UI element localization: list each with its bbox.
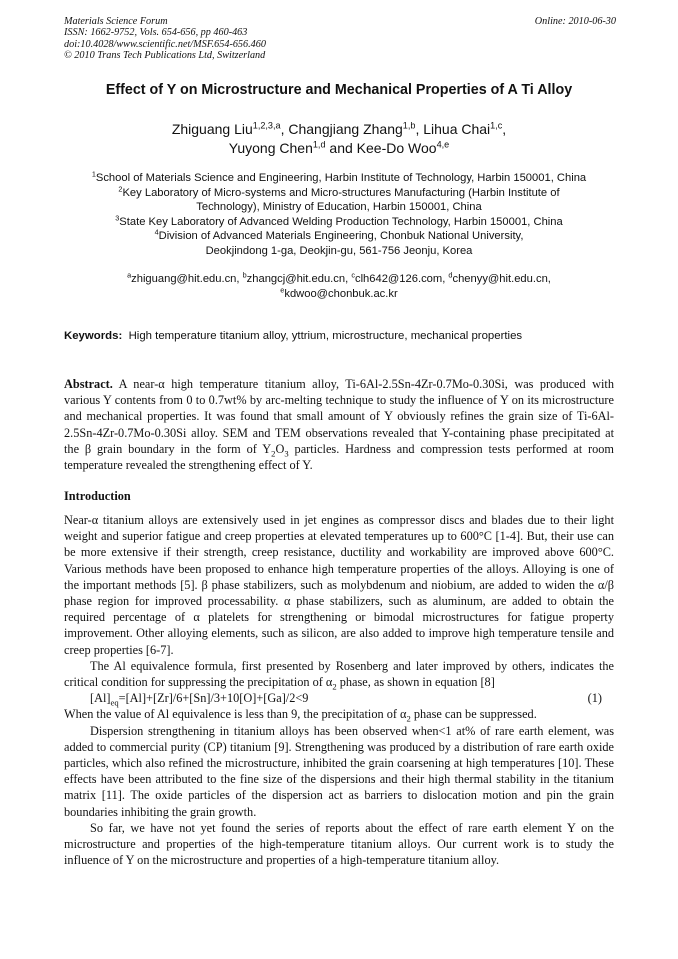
online-date: Online: 2010-06-30	[534, 16, 616, 27]
abstract-sub: 3	[284, 448, 289, 459]
email-list	[40, 272, 638, 301]
author-sep: and	[325, 140, 357, 156]
abstract-sub: 2	[271, 448, 276, 459]
journal-name: Materials Science Forum	[64, 16, 168, 27]
intro-line: phase, as shown in equation [8]	[336, 675, 495, 690]
abstract-label: Abstract.	[64, 377, 113, 391]
intro-line: influence of Y on the microstructure and properties of a high-temperature titanium alloy.	[64, 853, 500, 868]
author-sup: 1,c	[490, 120, 503, 131]
author-name: Zhiguang Liu	[171, 121, 253, 137]
abstract-line: grain size of Ti-6Al-2.5Sn-4Zr-0.7Mo-0.30Si alloy. SEM and TEM observations revealed that	[64, 409, 615, 440]
intro-line: thermal stability in the titanium matrix [11]. The oxide particles of the dispersion act as barriers to	[64, 772, 614, 803]
abstract-line: particles. Hardness and	[288, 441, 415, 456]
author-sep: ,	[502, 121, 507, 137]
intro-line: bimodal microstructures for fatigue property improvement. Other alloying elements, such as silicon,	[64, 610, 614, 641]
intro-line: was added to commercial purity (CP) titanium [9]. Strengthening was produced by a distribution of	[64, 723, 615, 754]
email-line-1	[40, 272, 638, 287]
intro-line: such as aluminum, are added to obtain the required percentage of α platelets for strengthening or	[64, 594, 614, 625]
affiliation	[40, 183, 638, 201]
affiliation-sup: 4	[154, 227, 159, 237]
intro-line: improved above 600°C. Various methods have been proposed to enhance high temperature properties	[64, 545, 615, 576]
doi-line: doi:10.4028/www.scientific.net/MSF.654-656.460	[64, 38, 266, 50]
email-sup: b	[242, 270, 247, 280]
author-name: Lihua Chai	[423, 121, 491, 137]
intro-line: So far, we have not yet found the series of reports about the effect of rare earth element Y on the	[90, 820, 614, 835]
copyright-line: © 2010 Trans Tech Publications Ltd, Switzerland	[64, 50, 266, 62]
affiliation-sup: 2	[118, 183, 123, 193]
author-name: Changjiang Zhang	[288, 121, 403, 137]
intro-line: The Al equivalence formula, first presented by Rosenberg and later improved by others,	[90, 658, 546, 673]
intro-paragraph-4	[64, 723, 614, 820]
intro-line: phase can be suppressed.	[410, 707, 537, 722]
section-heading-introduction: Introduction	[64, 489, 131, 503]
abstract-line: A near-α high temperature titanium alloy, Ti-6Al-2.5Sn-4Zr-0.7Mo-0.30Si, was produced	[118, 377, 586, 391]
affiliation-cont: Technology), Ministry of Education, Harbin 150001, China	[196, 201, 482, 214]
affiliation-text: Division of Advanced Materials Engineering, Chonbuk National University,	[158, 230, 524, 243]
paper-title: Effect of Y on Microstructure and Mechanical Properties of A Ti Alloy	[105, 82, 573, 98]
intro-paragraph-5	[64, 820, 614, 869]
author-line-2	[40, 139, 638, 158]
author-sup: 1,b	[402, 120, 416, 131]
intro-line: dislocation motion and pin the grain boundaries inhibiting the grain growth.	[64, 788, 614, 819]
intro-line: Dispersion strengthening in titanium alloys has been observed when<1 at% of rare earth element,	[90, 723, 591, 738]
affiliation-text: Key Laboratory of Micro-systems and Micro-structures Manufacturing (Harbin Institute of	[122, 186, 560, 199]
introduction-body	[64, 512, 614, 868]
keywords	[64, 330, 624, 342]
equation-number: (1)	[587, 691, 602, 706]
intro-line: and niobium, are added to widen the α/β phase region for improved processability. α phase stabilizers,	[64, 577, 614, 609]
intro-line: microstructure and properties of the high-temperature titanium alloys. Our current work is to study the	[64, 837, 614, 852]
issn-line: ISSN: 1662-9752, Vols. 654-656, pp 460-463	[64, 27, 248, 39]
intro-line: temperatures [10]. These effects have been attributed to the fine size of the dispersions and their high	[64, 756, 614, 787]
equation-text: [Al]	[90, 691, 111, 706]
abstract-line: compression tests performed at room temperature revealed the strengthening effect of Y.	[64, 441, 615, 473]
email-sup: c	[351, 270, 355, 280]
email-address: chenyy@hit.edu.cn,	[452, 273, 551, 285]
abstract-line: O	[275, 441, 285, 456]
author-sep: ,	[280, 121, 289, 137]
intro-line: are also added to improve high temperature tensile and creep properties [6-7].	[64, 626, 614, 657]
email-sup: e	[280, 284, 285, 294]
author-sep: ,	[415, 121, 424, 137]
author-name: Yuyong Chen	[228, 140, 313, 156]
intro-line: indicates the critical condition for suppressing the precipitation of α	[64, 658, 614, 690]
author-sup: 4,e	[436, 139, 450, 150]
affiliations	[40, 171, 638, 259]
keywords-label: Keywords:	[64, 330, 123, 342]
affiliation	[40, 215, 638, 230]
abstract-line: microstructure and mechanical properties. It was found that small amount of Y obviously refines the	[64, 393, 614, 424]
affiliation	[40, 229, 638, 244]
intro-line: rare earth oxide particles, which also refined the microstructure, inhibited the grain coarsening at high	[64, 739, 614, 771]
author-sup: 1,d	[312, 139, 326, 150]
abstract-line: Y-containing phase precipitated at the β grain boundary in the form of Y	[64, 425, 614, 456]
equation-sub: eq	[110, 697, 119, 708]
author-sup: 1,2,3,a	[252, 120, 281, 131]
intro-sub: 2	[332, 681, 337, 692]
intro-sub: 2	[406, 713, 411, 724]
email-address: zhiguang@hit.edu.cn,	[131, 273, 243, 285]
affiliation-text: State Key Laboratory of Advanced Welding Production Technology, Harbin 150001, China	[119, 215, 563, 228]
intro-paragraph-3	[64, 706, 614, 722]
intro-line: Near-α titanium alloys are extensively used in jet engines as compressor discs and blades due to their	[64, 513, 587, 527]
intro-line: of the alloys. Alloying is one of the important methods [5]. β phase stabilizers, such as molybdenum	[64, 561, 614, 592]
abstract	[64, 376, 614, 473]
intro-line: light weight and superior fatigue and creep properties at elevated temperatures up to 600°C [1-4]. But,	[64, 513, 614, 544]
affiliation-text: School of Materials Science and Engineering, Harbin Institute of Technology, Harbin 150001, China	[95, 172, 587, 184]
equation-text: =[Al]+[Zr]/6+[Sn]/3+10[O]+[Ga]/2<9	[118, 691, 309, 706]
email-address: zhangcj@hit.edu.cn,	[246, 273, 352, 285]
affiliation-sup: 3	[115, 213, 120, 223]
affiliation-sup: 1	[91, 169, 96, 179]
email-sup: a	[127, 270, 132, 280]
email-line-2	[40, 284, 638, 302]
email-address: clh642@126.com,	[354, 273, 449, 285]
intro-paragraph-2	[64, 658, 614, 690]
affiliation	[40, 171, 638, 186]
journal-header	[64, 16, 616, 62]
author-list	[40, 120, 638, 158]
intro-line: When the value of Al equivalence is less than 9, the precipitation of α	[64, 707, 407, 722]
equation-1	[64, 690, 614, 706]
author-name: Kee-Do Woo	[356, 140, 437, 156]
intro-line: their use can be more extensive if their strength, creep resistance, ductility and workability are	[64, 529, 614, 560]
author-line-1	[40, 120, 638, 139]
intro-paragraph-1	[64, 512, 614, 658]
email-sup: d	[448, 270, 453, 280]
abstract-line: with various Y contents from 0 to 0.7wt% by arc-melting technique to study the influence of Y on its	[64, 377, 614, 408]
affiliation-cont: Deokjindong 1-ga, Deokjin-gu, 561-756 Jeonju, Korea	[205, 244, 473, 257]
email-address: kdwoo@chonbuk.ac.kr	[284, 287, 398, 300]
keywords-text: High temperature titanium alloy, yttrium, microstructure, mechanical properties	[128, 330, 523, 342]
